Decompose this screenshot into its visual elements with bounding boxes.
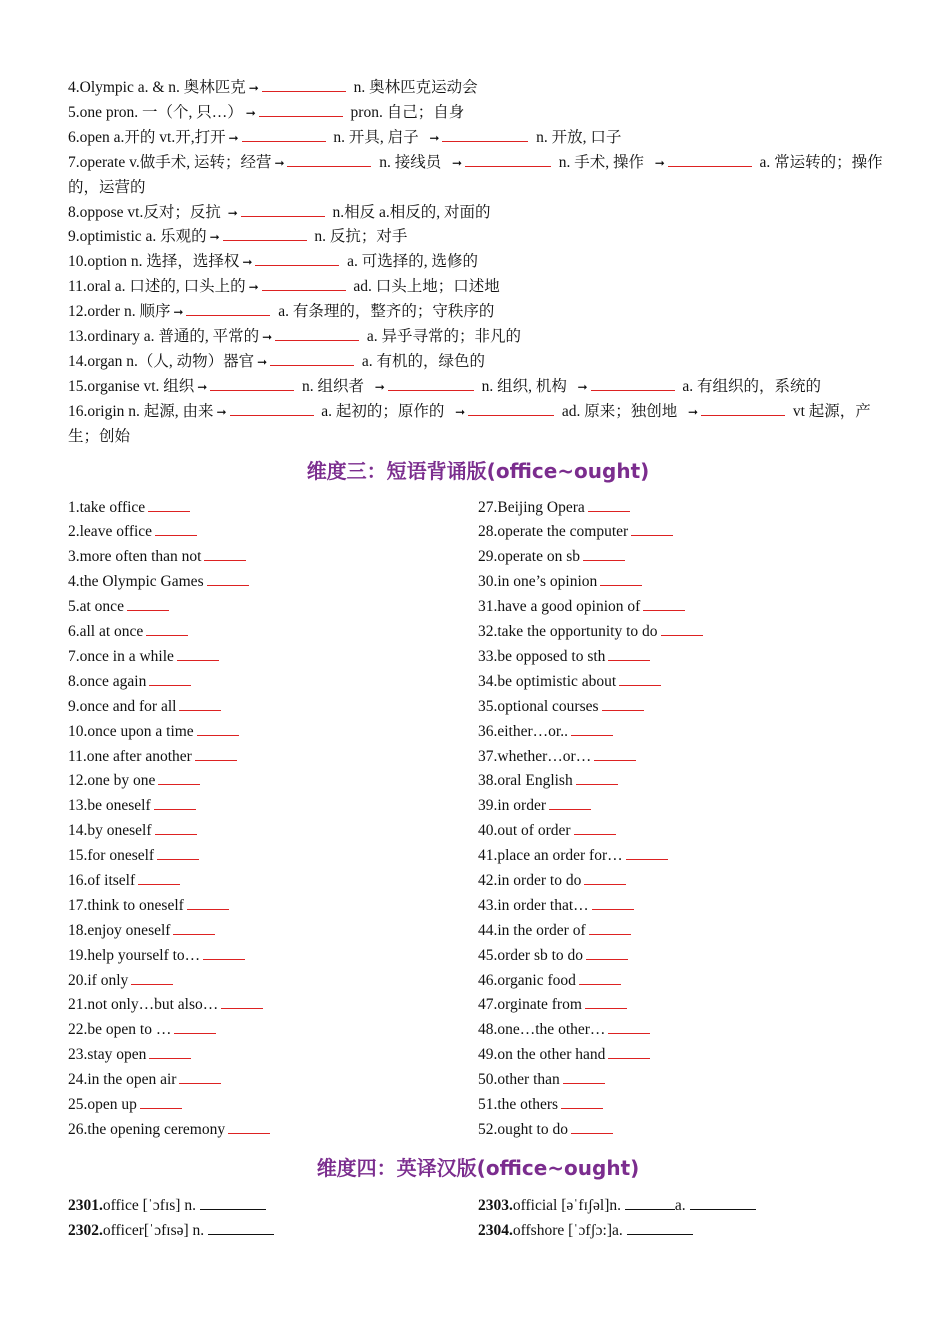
phrase-item	[478, 869, 888, 894]
answer-blank[interactable]	[203, 946, 245, 960]
arrow-icon: ➞	[274, 155, 285, 170]
phrase-item	[68, 993, 478, 1018]
arrow-icon: ➞	[455, 404, 466, 419]
phrase-item	[478, 993, 888, 1018]
answer-blank[interactable]	[204, 547, 246, 561]
arrow-icon: ➞	[216, 404, 227, 419]
phrase-item	[478, 545, 888, 570]
answer-blank[interactable]	[207, 572, 249, 586]
phrase-text: 22.be open to …	[68, 1021, 172, 1039]
phrase-text: 52.ought to do	[478, 1120, 568, 1138]
phrase-item	[68, 1118, 478, 1143]
headword: oral a. 口述的, 口头上的	[86, 278, 246, 296]
derived-meaning: a. 有机的，绿色的	[361, 352, 486, 370]
vocab-number: 2304.	[478, 1221, 513, 1239]
vocab-word: officer[ˈɔfɪsə] n.	[102, 1221, 209, 1239]
phrase-text: 3.more often than not	[68, 548, 202, 566]
phrase-text: 40.out of order	[478, 822, 571, 840]
answer-blank[interactable]	[574, 821, 616, 835]
answer-blank[interactable]	[608, 1045, 650, 1059]
item-number: 4.	[68, 79, 80, 96]
answer-blank[interactable]	[177, 647, 219, 661]
answer-blank[interactable]	[174, 1020, 216, 1034]
derived-meaning: n. 奥林匹克运动会	[353, 79, 478, 96]
phrase-text: 5.at once	[68, 598, 124, 616]
answer-blank[interactable]	[579, 971, 621, 985]
vocab-table	[68, 1193, 888, 1243]
answer-blank[interactable]	[146, 622, 188, 636]
derived-meaning: n. 开具, 启子	[333, 128, 419, 146]
arrow-icon: ➞	[227, 205, 238, 220]
headword: organ n.（人, 动物）器官	[87, 352, 255, 370]
phrase-item	[68, 570, 478, 595]
word-form-item	[68, 250, 888, 275]
phrase-text: 23.stay open	[68, 1046, 147, 1064]
arrow-icon: ➞	[197, 379, 208, 394]
answer-blank[interactable]	[631, 522, 673, 536]
phrase-text: 35.optional courses	[478, 697, 599, 715]
phrase-item	[68, 620, 478, 645]
word-form-item	[68, 375, 888, 400]
answer-blank[interactable]	[187, 896, 229, 910]
headword: organise vt. 组织	[87, 377, 195, 395]
phrase-item	[68, 894, 478, 919]
phrase-item	[68, 1093, 478, 1118]
headword: oppose vt.反对；反抗	[79, 203, 225, 221]
phrase-item	[68, 794, 478, 819]
derived-meaning: n. 组织者	[302, 377, 365, 395]
word-form-item	[68, 201, 888, 226]
phrase-text: 31.have a good opinion of	[478, 598, 641, 616]
answer-blank[interactable]	[287, 153, 371, 167]
answer-blank[interactable]	[643, 597, 685, 611]
arrow-icon: ➞	[209, 230, 220, 245]
phrase-text: 11.one after another	[68, 747, 192, 765]
phrase-item	[68, 595, 478, 620]
phrase-text: 4.the Olympic Games	[68, 573, 204, 591]
answer-blank[interactable]	[262, 78, 346, 92]
vocab-number: 2302.	[68, 1221, 103, 1239]
phrase-item	[68, 496, 478, 521]
answer-blank[interactable]	[228, 1120, 270, 1134]
arrow-icon: ➞	[257, 354, 268, 369]
derived-meaning: vt 起源，产生；创始	[68, 402, 871, 445]
headword: open a.开的 vt.开,打开	[79, 128, 226, 146]
phrase-item	[478, 496, 888, 521]
phrase-text: 2.leave office	[68, 523, 153, 541]
answer-blank[interactable]	[275, 327, 359, 341]
arrow-icon: ➞	[242, 255, 253, 270]
vocab-column-right	[478, 1193, 888, 1243]
answer-blank[interactable]	[186, 302, 270, 316]
answer-blank[interactable]	[262, 277, 346, 291]
item-number: 15.	[68, 377, 88, 395]
phrase-item	[478, 570, 888, 595]
phrase-text: 25.open up	[68, 1095, 137, 1113]
phrase-text: 34.be optimistic about	[478, 672, 617, 690]
phrase-text: 14.by oneself	[68, 822, 152, 840]
word-form-item	[68, 400, 888, 450]
answer-blank[interactable]	[561, 1095, 603, 1109]
answer-blank[interactable]	[571, 722, 613, 736]
phrase-text: 48.one…the other…	[478, 1021, 606, 1039]
phrase-text: 18.enjoy oneself	[68, 921, 171, 939]
derived-meaning: a. 常运转的；操作的，运营的	[68, 153, 883, 196]
answer-blank[interactable]	[179, 697, 221, 711]
phrase-item	[478, 720, 888, 745]
phrase-item	[478, 1118, 888, 1143]
answer-blank[interactable]	[619, 672, 661, 686]
answer-blank[interactable]	[179, 1070, 221, 1084]
derived-meaning: n.相反 a.相反的, 对面的	[332, 203, 491, 221]
answer-blank[interactable]	[148, 498, 190, 512]
answer-blank[interactable]	[602, 697, 644, 711]
vocab-item	[478, 1218, 888, 1243]
item-number: 8.	[68, 203, 80, 221]
answer-blank[interactable]	[140, 1095, 182, 1109]
derived-meaning: a. 异乎寻常的；非凡的	[366, 328, 522, 346]
phrase-item	[68, 545, 478, 570]
word-form-item	[68, 350, 888, 375]
answer-blank[interactable]	[131, 971, 173, 985]
phrase-text: 49.on the other hand	[478, 1046, 606, 1064]
phrase-item	[478, 595, 888, 620]
derived-meaning: a. 有组织的，系统的	[682, 377, 821, 395]
answer-blank[interactable]	[149, 1045, 191, 1059]
headword: operate v.做手术, 运转；经营	[79, 153, 272, 171]
answer-blank[interactable]	[255, 252, 339, 266]
phrase-item	[68, 844, 478, 869]
headword: one pron. 一（个, 只…）	[79, 103, 243, 121]
answer-blank[interactable]	[571, 1120, 613, 1134]
phrase-item	[68, 919, 478, 944]
derived-meaning: pron. 自己；自身	[350, 103, 465, 121]
answer-blank[interactable]	[661, 622, 703, 636]
headword: origin n. 起源, 由来	[87, 402, 214, 420]
item-number: 10.	[68, 253, 88, 271]
answer-blank[interactable]	[242, 128, 326, 142]
phrase-text: 7.once in a while	[68, 647, 174, 665]
answer-blank[interactable]	[155, 522, 197, 536]
phrase-item	[68, 745, 478, 770]
phrase-column-left	[68, 496, 478, 1143]
answer-blank[interactable]	[549, 796, 591, 810]
phrase-item	[68, 969, 478, 994]
phrase-column-right	[478, 496, 888, 1143]
answer-blank[interactable]	[230, 402, 314, 416]
answer-blank[interactable]	[591, 377, 675, 391]
phrase-text: 50.other than	[478, 1071, 560, 1089]
vocab-number: 2303.	[478, 1196, 513, 1214]
phrase-text: 26.the opening ceremony	[68, 1120, 226, 1138]
phrase-item	[68, 819, 478, 844]
phrase-text: 17.think to oneself	[68, 896, 184, 914]
derived-meaning: n. 开放, 口子	[536, 128, 622, 146]
answer-blank[interactable]	[563, 1070, 605, 1084]
arrow-icon: ➞	[173, 305, 184, 320]
answer-blank[interactable]	[208, 1221, 274, 1235]
answer-blank[interactable]	[210, 377, 294, 391]
word-form-item	[68, 101, 888, 126]
vocab-word: office [ˈɔfɪs] n.	[102, 1196, 200, 1214]
phrase-item	[478, 919, 888, 944]
phrase-item	[478, 520, 888, 545]
phrase-item	[478, 769, 888, 794]
answer-blank[interactable]	[583, 547, 625, 561]
phrase-item	[478, 844, 888, 869]
phrase-item	[478, 819, 888, 844]
vocab-word: official [əˈfɪʃəl]n.	[512, 1196, 625, 1214]
arrow-icon: ➞	[688, 404, 699, 419]
phrase-item	[478, 969, 888, 994]
derived-meaning: n. 反抗；对手	[314, 228, 408, 246]
phrase-item	[68, 1043, 478, 1068]
vocab-item	[68, 1193, 478, 1218]
phrase-text: 9.once and for all	[68, 697, 177, 715]
headword: option n. 选择，选择权	[87, 253, 240, 271]
answer-blank[interactable]	[589, 921, 631, 935]
phrase-item	[68, 944, 478, 969]
item-number: 11.	[68, 278, 87, 296]
answer-blank[interactable]	[576, 771, 618, 785]
arrow-icon: ➞	[245, 105, 256, 120]
phrase-item	[68, 869, 478, 894]
answer-blank[interactable]	[149, 672, 191, 686]
item-number: 6.	[68, 128, 80, 146]
arrow-icon: ➞	[262, 330, 273, 345]
phrase-text: 41.place an order for…	[478, 847, 623, 865]
phrase-item	[478, 794, 888, 819]
answer-blank[interactable]	[668, 153, 752, 167]
answer-blank[interactable]	[585, 995, 627, 1009]
derived-meaning: n. 组织, 机构	[481, 377, 567, 395]
headword: ordinary a. 普通的, 平常的	[87, 328, 260, 346]
phrase-item	[478, 1018, 888, 1043]
phrase-text: 10.once upon a time	[68, 722, 194, 740]
word-form-item	[68, 300, 888, 325]
answer-blank[interactable]	[442, 128, 528, 142]
phrase-text: 30.in one’s opinion	[478, 573, 598, 591]
phrase-text: 45.order sb to do	[478, 946, 584, 964]
word-form-item	[68, 275, 888, 300]
arrow-icon: ➞	[577, 379, 588, 394]
phrase-item	[68, 769, 478, 794]
derived-meaning: n. 接线员	[379, 153, 442, 171]
phrase-table	[68, 496, 888, 1143]
phrase-item	[68, 670, 478, 695]
answer-blank[interactable]	[625, 1196, 675, 1210]
phrase-text: 24.in the open air	[68, 1071, 177, 1089]
phrase-text: 19.help yourself to…	[68, 946, 201, 964]
arrow-icon: ➞	[248, 280, 259, 295]
phrase-text: 6.all at once	[68, 623, 144, 641]
phrase-item	[478, 670, 888, 695]
phrase-item	[478, 894, 888, 919]
answer-blank[interactable]	[388, 377, 474, 391]
answer-blank[interactable]	[157, 846, 199, 860]
word-form-item	[68, 76, 888, 101]
answer-blank[interactable]	[158, 771, 200, 785]
section-3-title: 维度三：短语背诵版(office~ought)	[306, 458, 650, 483]
phrase-item	[68, 1018, 478, 1043]
phrase-text: 51.the others	[478, 1095, 559, 1113]
arrow-icon: ➞	[429, 130, 440, 145]
item-number: 16.	[68, 402, 88, 420]
phrase-text: 20.if only	[68, 971, 129, 989]
answer-blank[interactable]	[584, 871, 626, 885]
answer-blank[interactable]	[223, 227, 307, 241]
derived-meaning: a. 有条理的，整齐的；守秩序的	[278, 303, 495, 321]
answer-blank[interactable]	[592, 896, 634, 910]
item-number: 7.	[68, 153, 80, 171]
phrase-text: 16.of itself	[68, 871, 136, 889]
phrase-text: 21.not only…but also…	[68, 996, 219, 1014]
phrase-item	[68, 645, 478, 670]
vocab-number: 2301.	[68, 1196, 103, 1214]
phrase-text: 27.Beijing Opera	[478, 498, 585, 516]
arrow-icon: ➞	[374, 379, 385, 394]
word-form-item	[68, 225, 888, 250]
answer-blank[interactable]	[690, 1196, 756, 1210]
phrase-text: 1.take office	[68, 498, 146, 516]
section-4-title: 维度四：英译汉版(office~ought)	[316, 1155, 640, 1180]
phrase-text: 39.in order	[478, 797, 547, 815]
answer-blank[interactable]	[259, 103, 343, 117]
answer-blank[interactable]	[468, 402, 554, 416]
item-number: 12.	[68, 303, 88, 321]
phrase-item	[478, 1068, 888, 1093]
phrase-text: 29.operate on sb	[478, 548, 581, 566]
answer-blank[interactable]	[600, 572, 642, 586]
answer-blank[interactable]	[627, 1221, 693, 1235]
vocab-pos: a.	[674, 1196, 690, 1214]
page	[68, 76, 888, 1243]
answer-blank[interactable]	[586, 946, 628, 960]
phrase-text: 12.one by one	[68, 772, 156, 790]
phrase-text: 15.for oneself	[68, 847, 155, 865]
answer-blank[interactable]	[241, 203, 325, 217]
phrase-text: 47.orginate from	[478, 996, 582, 1014]
derived-meaning: ad. 原来；独创地	[561, 402, 678, 420]
item-number: 14.	[68, 352, 88, 370]
answer-blank[interactable]	[173, 921, 215, 935]
answer-blank[interactable]	[465, 153, 551, 167]
phrase-text: 13.be oneself	[68, 797, 151, 815]
answer-blank[interactable]	[594, 747, 636, 761]
arrow-icon: ➞	[451, 155, 463, 170]
phrase-item	[478, 645, 888, 670]
phrase-item	[478, 1093, 888, 1118]
phrase-item	[478, 1043, 888, 1068]
item-number: 13.	[68, 328, 88, 346]
phrase-item	[478, 620, 888, 645]
phrase-item	[478, 695, 888, 720]
phrase-item	[68, 520, 478, 545]
phrase-text: 28.operate the computer	[478, 523, 629, 541]
answer-blank[interactable]	[608, 647, 650, 661]
phrase-text: 46.organic food	[478, 971, 576, 989]
answer-blank[interactable]	[195, 747, 237, 761]
headword: order n. 顺序	[87, 303, 171, 321]
word-form-item	[68, 151, 888, 201]
answer-blank[interactable]	[588, 498, 630, 512]
answer-blank[interactable]	[200, 1196, 266, 1210]
phrase-text: 37.whether…or…	[478, 747, 592, 765]
phrase-text: 32.take the opportunity to do	[478, 623, 658, 641]
vocab-item	[478, 1193, 888, 1218]
arrow-icon: ➞	[228, 130, 239, 145]
phrase-text: 42.in order to do	[478, 871, 582, 889]
answer-blank[interactable]	[155, 821, 197, 835]
phrase-text: 44.in the order of	[478, 921, 586, 939]
phrase-text: 33.be opposed to sth	[478, 647, 606, 665]
phrase-item	[478, 745, 888, 770]
phrase-text: 36.either…or..	[478, 722, 568, 740]
arrow-icon: ➞	[248, 81, 259, 95]
answer-blank[interactable]	[138, 871, 180, 885]
derived-meaning: n. 手术, 操作	[558, 153, 645, 171]
item-number: 9.	[68, 228, 80, 246]
word-form-item	[68, 325, 888, 350]
headword: optimistic a. 乐观的	[79, 228, 207, 246]
phrase-text: 38.oral English	[478, 772, 573, 790]
phrase-item	[68, 720, 478, 745]
phrase-item	[68, 1068, 478, 1093]
phrase-item	[478, 944, 888, 969]
word-forms-list	[68, 76, 888, 450]
answer-blank[interactable]	[154, 796, 196, 810]
answer-blank[interactable]	[127, 597, 169, 611]
answer-blank[interactable]	[197, 722, 239, 736]
phrase-item	[68, 695, 478, 720]
vocab-column-left	[68, 1193, 478, 1243]
answer-blank[interactable]	[626, 846, 668, 860]
answer-blank[interactable]	[221, 995, 263, 1009]
phrase-text: 8.once again	[68, 672, 147, 690]
answer-blank[interactable]	[608, 1020, 650, 1034]
vocab-item	[68, 1218, 478, 1243]
word-form-item	[68, 126, 888, 151]
derived-meaning: a. 起初的；原作的	[321, 402, 445, 420]
answer-blank[interactable]	[270, 352, 354, 366]
item-number: 5.	[68, 103, 80, 121]
headword: Olympic a. & n. 奥林匹克	[79, 79, 246, 96]
derived-meaning: a. 可选择的, 选修的	[347, 253, 479, 271]
answer-blank[interactable]	[701, 402, 785, 416]
arrow-icon: ➞	[654, 155, 665, 170]
phrase-text: 43.in order that…	[478, 896, 589, 914]
derived-meaning: ad. 口头上地；口述地	[353, 278, 500, 296]
vocab-word: offshore [ˈɔfʃɔ:]a.	[512, 1221, 627, 1239]
